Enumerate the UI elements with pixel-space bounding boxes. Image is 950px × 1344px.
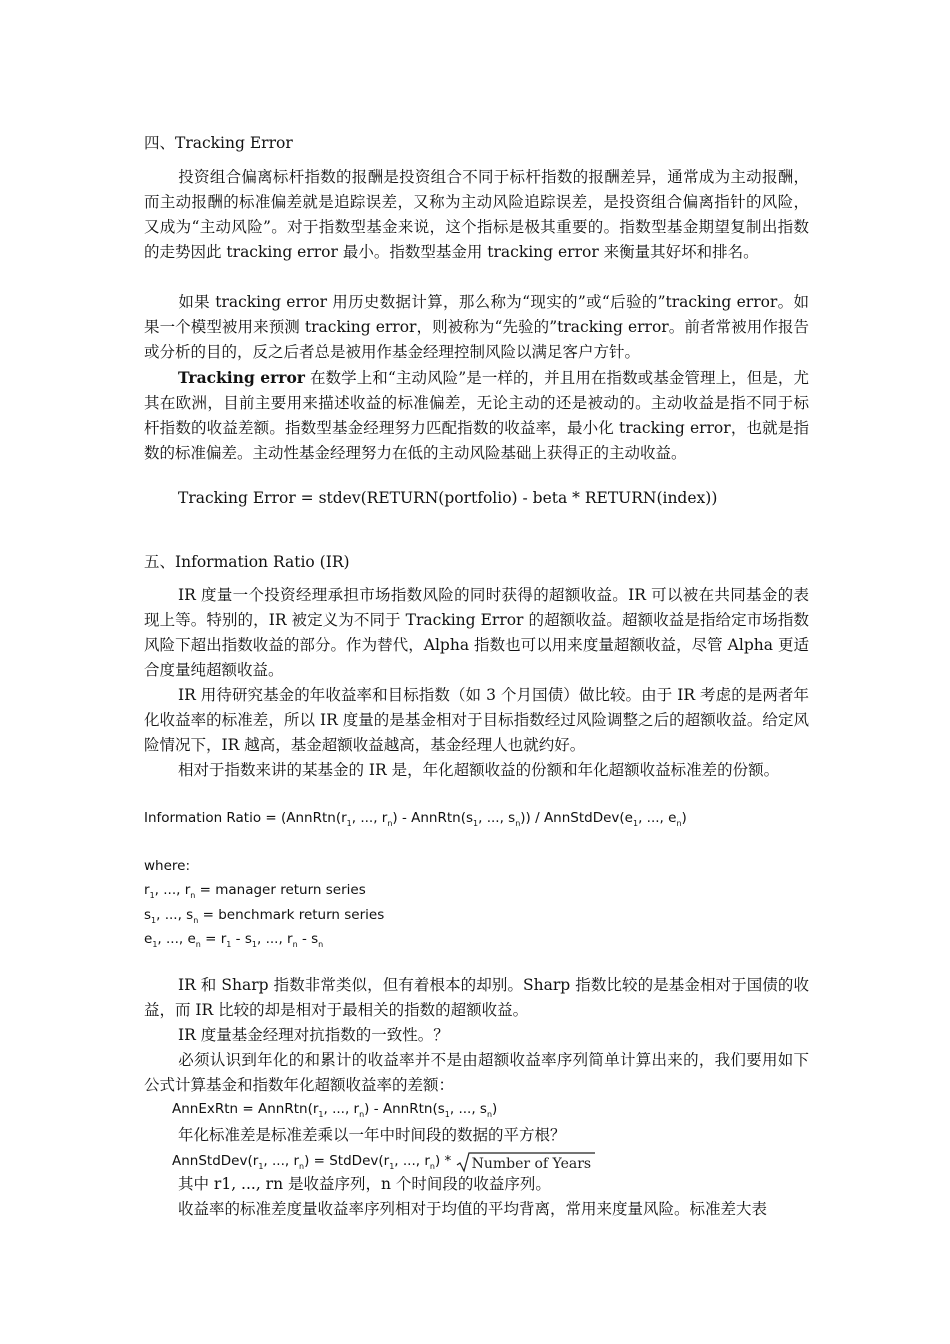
paragraph-ir-definition: IR 度量一个投资经理承担市场指数风险的同时获得的超额收益。IR 可以被在共同基金的表现上等。特别的，IR 被定义为不同于 Tracking Error 的超额收益。超额收益是指给定市场指数风险下超出指数收益的部分。作为替代，Alpha 指数也可以用来度量超额收益，尽管 Alpha 更适合度量纯超额收益。: [144, 586, 809, 679]
information-ratio-formula: Information Ratio = ($AnnRtn(r_1$, ..., $r_n$) - $AnnRtn(s_1$, ..., $s_n$)) / $AnnStdDev(e_1$, ..., $e_n$): [144, 810, 687, 828]
paragraph-ir-consistency: IR 度量基金经理对抗指数的一致性。？: [178, 1026, 449, 1044]
definition-e: $e_1$, ..., $e_n = r_1 - s_1$, ..., $r_n - s_n$: [144, 931, 324, 949]
paragraph-ir-comparison: IR 用待研究基金的年收益率和目标指数（如 3 个月国债）做比较。由于 IR 考虑的是两者年化收益率的标准差，所以 IR 度量的是基金相对于目标指数经过风险调整之后的超额收益。给定风险情况下，IR 越高，基金超额收益越高，基金经理人也就约好。: [144, 686, 809, 754]
paragraph-annualized-note: 必须认识到年化的和累计的收益率并不是由超额收益率序列简单计算出来的，我们要用如下公式计算基金和指数年化超额收益率的差额：: [144, 1051, 809, 1094]
annexrtn-formula: AnnExRtn = $AnnRtn(r_1$, ..., $r_n$) - $AnnRtn(s_1$, ..., $s_n$): [172, 1101, 498, 1119]
section-heading-tracking-error: 四、Tracking Error: [144, 134, 293, 152]
paragraph-tracking-error-realized: 如果 tracking error 用历史数据计算，那么称为“现实的”或“后验的”tracking error。如果一个模型被用来预测 tracking error，则被称为“先验的”tracking error。前者常被用作报告或分析的目的，反之后者总是被用作基金经理控制风险以满足客户方针。: [144, 293, 809, 361]
paragraph-stdev-risk: 收益率的标准差度量收益率序列相对于均值的平均背离，常用来度量风险。标准差大表: [178, 1200, 768, 1218]
square-root-sign: Number of Years: [456, 1156, 592, 1176]
paragraph-tracking-error-math: Tracking error 在数学上和“主动风险”是一样的，并且用在指数或基金管理上，但是，尤其在欧洲，目前主要用来描述收益的标准偏差，无论主动的还是被动的。主动收益是指不同于标杆指数的收益差额。指数型基金经理努力匹配指数的收益率，最小化 tracking error，也就是指数的标准偏差。主动性基金经理努力在低的主动风险基础上获得正的主动收益。: [144, 368, 809, 462]
definition-s: $s_1$, ..., $s_n$ = benchmark return series: [144, 907, 385, 925]
paragraph-ir-vs-sharp: IR 和 Sharp 指数非常类似，但有着根本的却别。Sharp 指数比较的是基金相对于国债的收益，而 IR 比较的却是相对于最相关的指数的超额收益。: [144, 976, 809, 1019]
section-heading-information-ratio: 五、Information Ratio (IR): [144, 553, 350, 571]
annstddev-formula: $AnnStdDev(r_1$, ..., $r_n$) = $StdDev(r_1$, ..., $r_n$) * Number of Years: [172, 1153, 591, 1176]
where-label: where:: [144, 858, 191, 874]
tracking-error-formula: Tracking Error = stdev(RETURN(portfolio) - beta * RETURN(index)): [178, 489, 718, 507]
paragraph-ir-relative: 相对于指数来讲的某基金的 IR 是，年化超额收益的份额和年化超额收益标准差的份额。: [178, 761, 780, 779]
paragraph-annualized-stdev: 年化标准差是标准差乘以一年中时间段的数据的平方根？: [178, 1126, 566, 1144]
paragraph-return-series: 其中 r1, ..., rn 是收益序列，n 个时间段的收益序列。: [178, 1175, 551, 1193]
definition-r: $r_1$, ..., $r_n$ = manager return series: [144, 882, 366, 900]
paragraph-tracking-error-definition: 投资组合偏离标杆指数的报酬是投资组合不同于标杆指数的报酬差异，通常成为主动报酬，而主动报酬的标准偏差就是追踪误差，又称为主动风险追踪误差，是投资组合偏离指针的风险，又成为“主动风险”。对于指数型基金来说，这个指标是极其重要的。指数型基金期望复制出指数的走势因此 tracking error 最小。指数型基金用 tracking error 来衡量其好坏和排名。: [144, 168, 809, 261]
